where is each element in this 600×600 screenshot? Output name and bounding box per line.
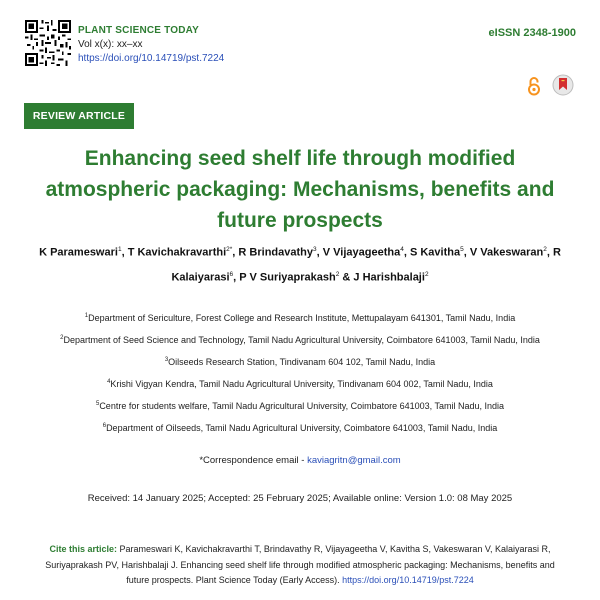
author-affiliation-marker: 2 [424, 270, 429, 278]
affiliation-item [30, 372, 570, 394]
crossmark-icon[interactable] [552, 74, 574, 96]
affiliation-list [30, 306, 570, 438]
citation-text: Parameswari K, Kavichakravarthi T, Brindavathy R, Vijayageetha V, Kavitha S, Vakeswaran V, Kalaiyarasi R, Suriyaprakash PV, Harishbalaji J. Enhancing seed shelf life through modified atmospheric packaging: Mechanisms, benefits and future prospects. Plant Science Today (Early Access). [45, 544, 555, 585]
citation-doi-link[interactable]: https://doi.org/10.14719/pst.7224 [342, 575, 474, 585]
author-name: T Kavichakravarthi [127, 246, 227, 259]
author-separator: , [232, 246, 239, 259]
author-list [22, 239, 578, 288]
article-type-badge: REVIEW ARTICLE [24, 103, 134, 129]
author-affiliation-marker: 2* [226, 246, 233, 253]
journal-info [78, 24, 224, 66]
author-name: J Harishbalaji [353, 271, 425, 284]
author-separator: , [233, 271, 240, 284]
affiliation-marker: 2 [60, 335, 64, 341]
affiliation-text: Department of Oilseeds, Tamil Nadu Agricultural University, Coimbatore 641003, Tamil Nadu, India [106, 423, 498, 433]
eissn: eISSN 2348-1900 [488, 27, 576, 39]
citation [40, 542, 560, 589]
affiliation-marker: 1 [84, 313, 89, 319]
open-access-icon[interactable] [527, 76, 541, 96]
affiliation-item [30, 328, 570, 350]
author-name: R Kalaiyarasi [171, 246, 561, 284]
author-affiliation-marker: 1 [117, 246, 122, 253]
affiliation-marker: 3 [164, 357, 169, 363]
affiliation-marker: 4 [107, 379, 111, 385]
affiliation-text: Department of Seed Science and Technology, Tamil Nadu Agricultural University, Coimbatore 641003, Tamil Nadu, India [63, 335, 540, 345]
affiliation-item [30, 306, 570, 328]
author-name: P V Suriyaprakash [239, 271, 336, 284]
author-separator: , [121, 246, 128, 259]
affiliation-marker: 6 [102, 423, 107, 429]
author-separator: , [403, 246, 410, 259]
doi-link[interactable]: https://doi.org/10.14719/pst.7224 [78, 53, 225, 64]
journal-name: PLANT SCIENCE TODAY [78, 25, 200, 36]
author-affiliation-marker: 3 [313, 246, 317, 253]
author-separator: , [546, 246, 553, 259]
author-name: S Kavitha [409, 246, 461, 259]
author-affiliation-marker: 2 [543, 246, 547, 253]
author-name: V Vijayageetha [322, 246, 401, 259]
affiliation-item [30, 350, 570, 372]
correspondence-label: *Correspondence email - [199, 455, 308, 466]
author-affiliation-marker: 4 [400, 246, 404, 253]
affiliation-item [30, 394, 570, 416]
correspondence [30, 455, 570, 466]
author-separator: , [463, 246, 470, 259]
article-title: Enhancing seed shelf life through modified atmospheric packaging: Mechanisms, benefits and future prospects [45, 147, 555, 232]
author-name: R Brindavathy [238, 246, 313, 259]
affiliation-text: Centre for students welfare, Tamil Nadu Agricultural University, Coimbatore 641003, Tamil Nadu, India [99, 401, 505, 411]
affiliation-item [30, 416, 570, 438]
author-separator: & [339, 271, 354, 284]
article-dates: Received: 14 January 2025; Accepted: 25 February 2025; Available online: Version 1.0: 08 May 2025 [87, 493, 513, 504]
journal-volume: Vol x(x): xx–xx [78, 39, 143, 50]
citation-label: Cite this article: [49, 544, 117, 554]
author-name: K Parameswari [39, 246, 118, 259]
author-name: V Vakeswaran [469, 246, 544, 259]
affiliation-text: Department of Sericulture, Forest College and Research Institute, Mettupalayam 641301, Tamil Nadu, India [88, 313, 516, 323]
author-affiliation-marker: 2 [335, 270, 340, 278]
affiliation-text: Krishi Vigyan Kendra, Tamil Nadu Agricultural University, Tindivanam 604 002, Tamil Nadu, India [110, 379, 493, 389]
affiliation-text: Oilseeds Research Station, Tindivanam 604 102, Tamil Nadu, India [168, 357, 436, 367]
correspondence-email[interactable]: kaviagritn@gmail.com [307, 455, 401, 466]
author-separator: , [316, 246, 323, 259]
affiliation-marker: 5 [95, 401, 100, 407]
author-affiliation-marker: 5 [460, 246, 464, 253]
qr-code-icon [25, 20, 71, 66]
author-affiliation-marker: 6 [229, 270, 234, 278]
